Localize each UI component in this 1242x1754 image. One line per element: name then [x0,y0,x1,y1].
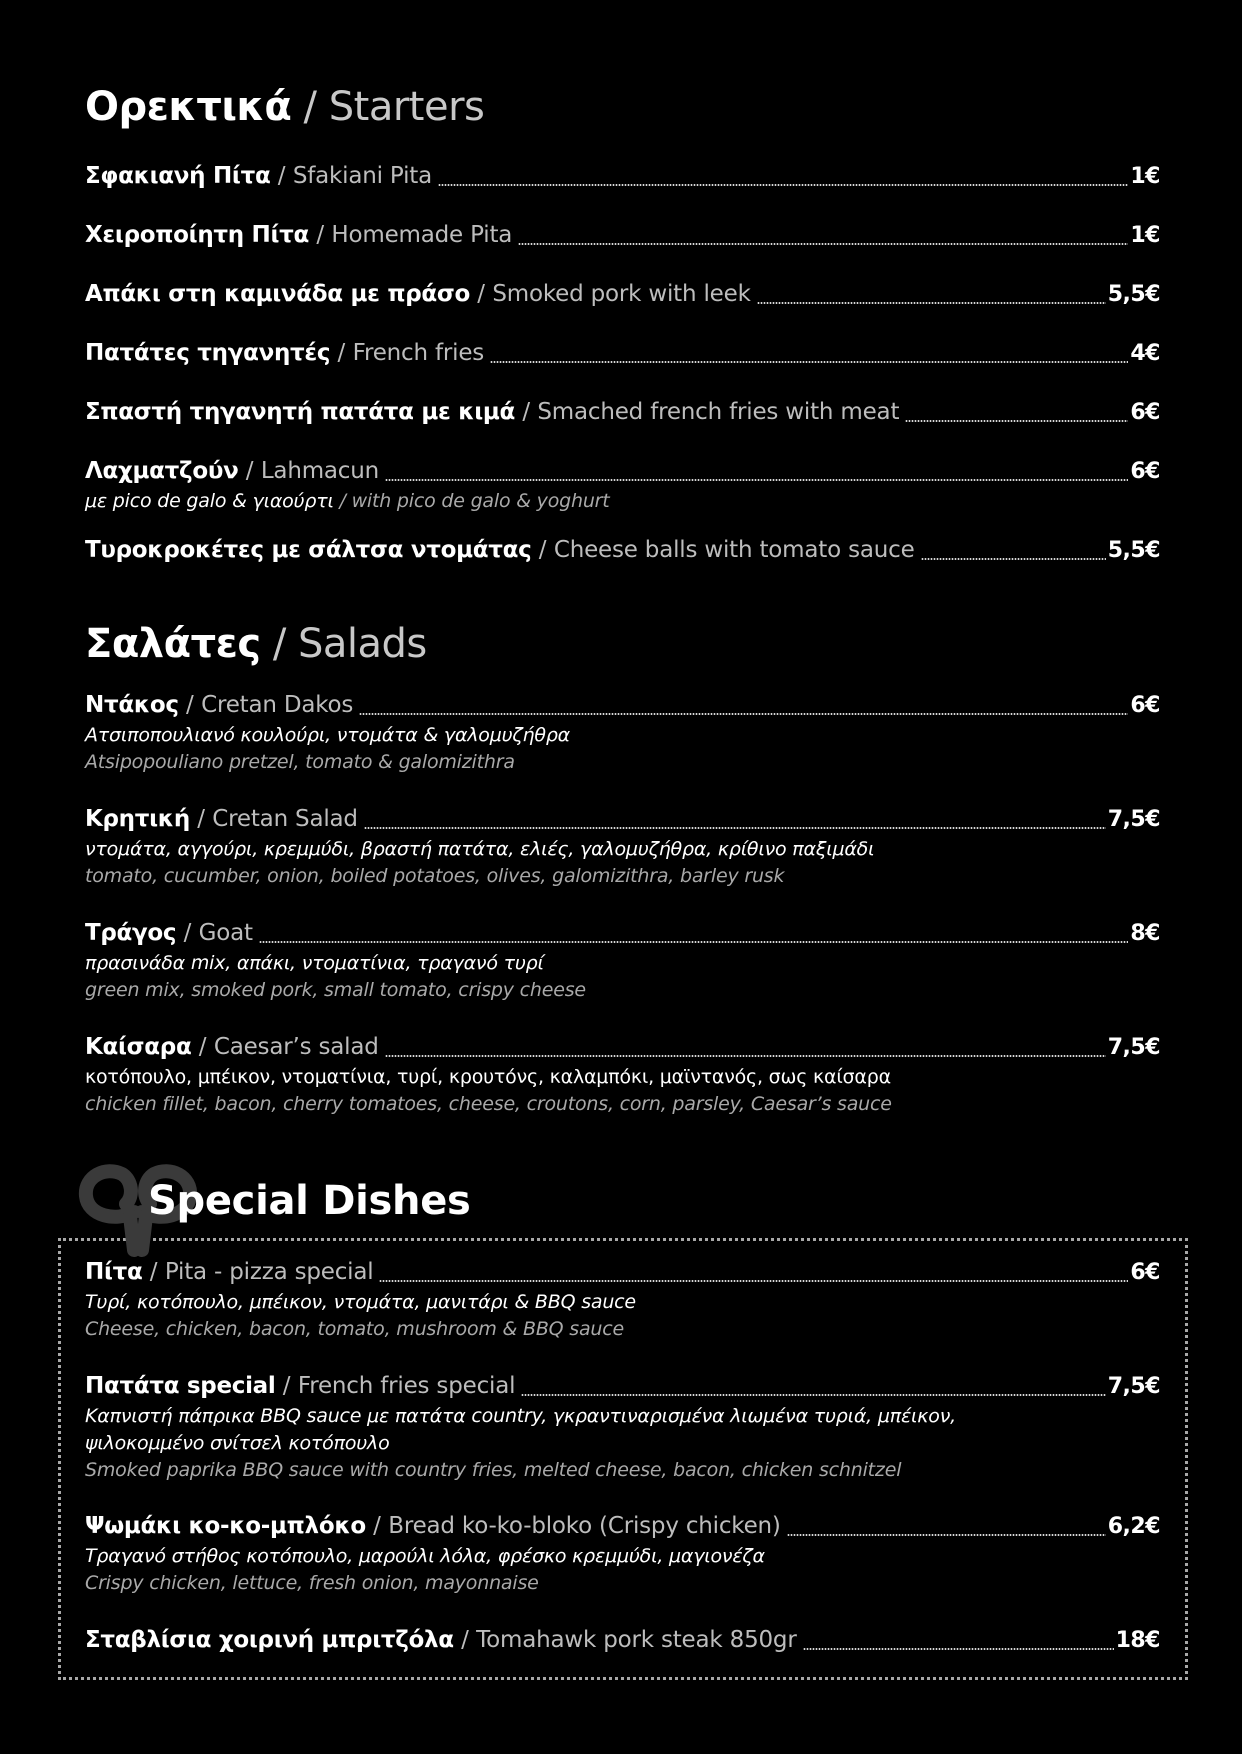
menu-item: Σφακιανή Πίτα / Sfakiani Pita 1€ [85,163,1160,189]
item-name-en: Sfakiani Pita [292,163,432,189]
item-description-en: tomato, cucumber, onion, boiled potatoes, olives, galomizithra, barley rusk [85,865,785,887]
menu-item: Χειροποίητη Πίτα / Homemade Pita 1€ [85,222,1160,248]
menu-item: Πατάτες τηγανητές / French fries 4€ [85,340,1160,366]
item-description-gr: Ατσιποπουλιανό κουλούρι, ντομάτα & γαλομυζήθρα [85,724,571,746]
menu-item: Ντάκος / Cretan Dakos 6€ Ατσιποπουλιανό κουλούρι, ντομάτα & γαλομυζήθρα Atsipopouliano pretzel, tomato & galomizithra [85,692,1160,776]
item-description-gr: Τραγανό στήθος κοτόπουλο, μαρούλι λόλα, φρέσκο κρεμμύδι, μαγιονέζα [85,1545,765,1567]
item-price: 6€ [1130,1260,1160,1285]
item-name-gr: Σπαστή τηγανητή πατάτα με κιμά [85,399,516,425]
item-price: 6€ [1130,693,1160,718]
item-name-gr: Σταβλίσια χοιρινή μπριτζόλα [85,1627,454,1653]
item-price: 1€ [1130,223,1160,248]
item-price: 7,5€ [1107,1374,1160,1399]
item-description-gr: πρασινάδα mix, απάκι, ντοματίνια, τραγανό τυρί [85,952,544,974]
item-price: 6€ [1130,400,1160,425]
item-name-en: Cheese balls with tomato sauce [553,537,915,563]
special-dishes-title: Special Dishes [148,1178,471,1224]
dot-leader [364,827,1106,829]
item-name-en: Goat [198,920,253,946]
menu-item: Πίτα / Pita - pizza special 6€ Τυρί, κοτόπουλο, μπέικον, ντομάτα, μανιτάρι & BBQ sauce Cheese, chicken, bacon, tomato, mushroom & BBQ sauce [85,1259,1160,1343]
item-price: 1€ [1130,164,1160,189]
dot-leader [757,302,1106,304]
item-name-en: Smached french fries with meat [537,399,900,425]
dot-leader [385,479,1128,481]
dot-leader [490,361,1128,363]
item-description-en: chicken fillet, bacon, cherry tomatoes, cheese, croutons, corn, parsley, Caesar’s sauce [85,1093,892,1115]
item-price: 4€ [1130,341,1160,366]
item-name-en: Tomahawk pork steak 850gr [476,1627,797,1653]
item-description-en: Smoked paprika BBQ sauce with country fries, melted cheese, bacon, chicken schnitzel [85,1459,902,1481]
menu-item: Ψωμάκι κο-κο-μπλόκο / Bread ko-ko-bloko (Crispy chicken) 6,2€ Τραγανό στήθος κοτόπουλο, μαρούλι λόλα, φρέσκο κρεμμύδι, μαγιονέζα Crispy chicken, lettuce, fresh onion, mayonnaise [85,1513,1160,1597]
item-price: 6€ [1130,459,1160,484]
dot-leader [803,1648,1114,1650]
dot-leader [359,713,1128,715]
item-name-en: French fries [352,340,485,366]
item-price: 5,5€ [1107,538,1160,563]
item-description-en: Cheese, chicken, bacon, tomato, mushroom & BBQ sauce [85,1318,624,1340]
menu-item: Σπαστή τηγανητή πατάτα με κιμά / Smached french fries with meat 6€ [85,399,1160,425]
item-price: 18€ [1115,1628,1160,1653]
item-name-gr: Απάκι στη καμινάδα με πράσο [85,281,470,307]
item-name-en: Pita - pizza special [164,1259,374,1285]
item-price: 7,5€ [1107,1035,1160,1060]
menu-item: Λαχματζούν / Lahmacun 6€ με pico de galo & γιαούρτι / with pico de galo & yoghurt [85,458,1160,515]
starters-title: Ορεκτικά / Starters [85,84,485,130]
item-name-gr: Τυροκροκέτες με σάλτσα ντομάτας [85,537,532,563]
dot-leader [259,941,1129,943]
item-description-gr: Καπνιστή πάπρικα BBQ sauce με πατάτα country, γκραντιναρισμένα λιωμένα τυριά, μπέικον, [85,1405,956,1427]
item-price: 6,2€ [1107,1514,1160,1539]
item-name-en: Caesar’s salad [213,1034,379,1060]
dot-leader [438,184,1128,186]
dot-leader [518,243,1128,245]
item-description-en: Crispy chicken, lettuce, fresh onion, mayonnaise [85,1572,539,1594]
menu-item: Απάκι στη καμινάδα με πράσο / Smoked pork with leek 5,5€ [85,281,1160,307]
menu-item: Κρητική / Cretan Salad 7,5€ ντομάτα, αγγούρι, κρεμμύδι, βραστή πατάτα, ελιές, γαλομυζήθρα, κρίθινο παξιμάδι tomato, cucumber, onion, boiled potatoes, olives, galomizithra, barley rusk [85,806,1160,890]
item-name-en: Cretan Dakos [201,692,354,718]
item-price: 8€ [1130,921,1160,946]
item-name-gr: Πατάτα special [85,1373,276,1399]
item-name-en: French fries special [297,1373,516,1399]
menu-item: Τυροκροκέτες με σάλτσα ντομάτας / Cheese balls with tomato sauce 5,5€ [85,537,1160,563]
dot-leader [379,1280,1128,1282]
item-name-en: Smoked pork with leek [492,281,751,307]
item-price: 5,5€ [1107,282,1160,307]
item-name-en: Lahmacun [260,458,379,484]
item-name-gr: Λαχματζούν [85,458,239,484]
dot-leader [521,1394,1105,1396]
dot-leader [787,1534,1106,1536]
menu-item: Πατάτα special / French fries special 7,5€ Καπνιστή πάπρικα BBQ sauce με πατάτα country, γκραντιναρισμένα λιωμένα τυριά, μπέικον, ψιλοκομμένο σνίτσελ κοτόπουλο Smoked paprika BBQ sauce with country fries, melted cheese, bacon, chicken schnitzel [85,1373,1160,1484]
item-name-en: Cretan Salad [212,806,358,832]
menu-item: Σταβλίσια χοιρινή μπριτζόλα / Tomahawk pork steak 850gr 18€ [85,1627,1160,1653]
item-name-gr: Ψωμάκι κο-κο-μπλόκο [85,1513,366,1539]
item-name-gr: Χειροποίητη Πίτα [85,222,310,248]
item-description-gr-cont: ψιλοκομμένο σνίτσελ κοτόπουλο [85,1432,390,1454]
menu-item: Καίσαρα / Caesar’s salad 7,5€ κοτόπουλο, μπέικον, ντοματίνια, τυρί, κρουτόνς, καλαμπόκι, μαϊντανός, σως καίσαρα chicken fillet, bacon, cherry tomatoes, cheese, croutons, corn, parsley, Caesar’s sauce [85,1034,1160,1118]
item-description-en: green mix, smoked pork, small tomato, crispy cheese [85,979,586,1001]
dot-leader [385,1055,1106,1057]
dot-leader [905,420,1128,422]
item-name-en: Homemade Pita [331,222,513,248]
item-name-gr: Τράγος [85,920,177,946]
item-name-gr: Καίσαρα [85,1034,192,1060]
item-price: 7,5€ [1107,807,1160,832]
item-name-gr: Πατάτες τηγανητές [85,340,331,366]
item-name-en: Bread ko-ko-bloko (Crispy chicken) [388,1513,781,1539]
item-description: με pico de galo & γιαούρτι / with pico de galo & yoghurt [85,490,610,512]
item-name-gr: Πίτα [85,1259,143,1285]
dot-leader [921,558,1106,560]
item-name-gr: Κρητική [85,806,190,832]
item-name-gr: Σφακιανή Πίτα [85,163,271,189]
item-name-gr: Ντάκος [85,692,179,718]
salads-title: Σαλάτες / Salads [85,621,427,667]
item-description-gr: ντομάτα, αγγούρι, κρεμμύδι, βραστή πατάτα, ελιές, γαλομυζήθρα, κρίθινο παξιμάδι [85,838,875,860]
item-description-en: Atsipopouliano pretzel, tomato & galomizithra [85,751,515,773]
item-description-gr: Τυρί, κοτόπουλο, μπέικον, ντομάτα, μανιτάρι & BBQ sauce [85,1291,636,1313]
menu-item: Τράγος / Goat 8€ πρασινάδα mix, απάκι, ντοματίνια, τραγανό τυρί green mix, smoked pork, small tomato, crispy cheese [85,920,1160,1004]
item-description-gr: κοτόπουλο, μπέικον, ντοματίνια, τυρί, κρουτόνς, καλαμπόκι, μαϊντανός, σως καίσαρα [85,1066,891,1088]
